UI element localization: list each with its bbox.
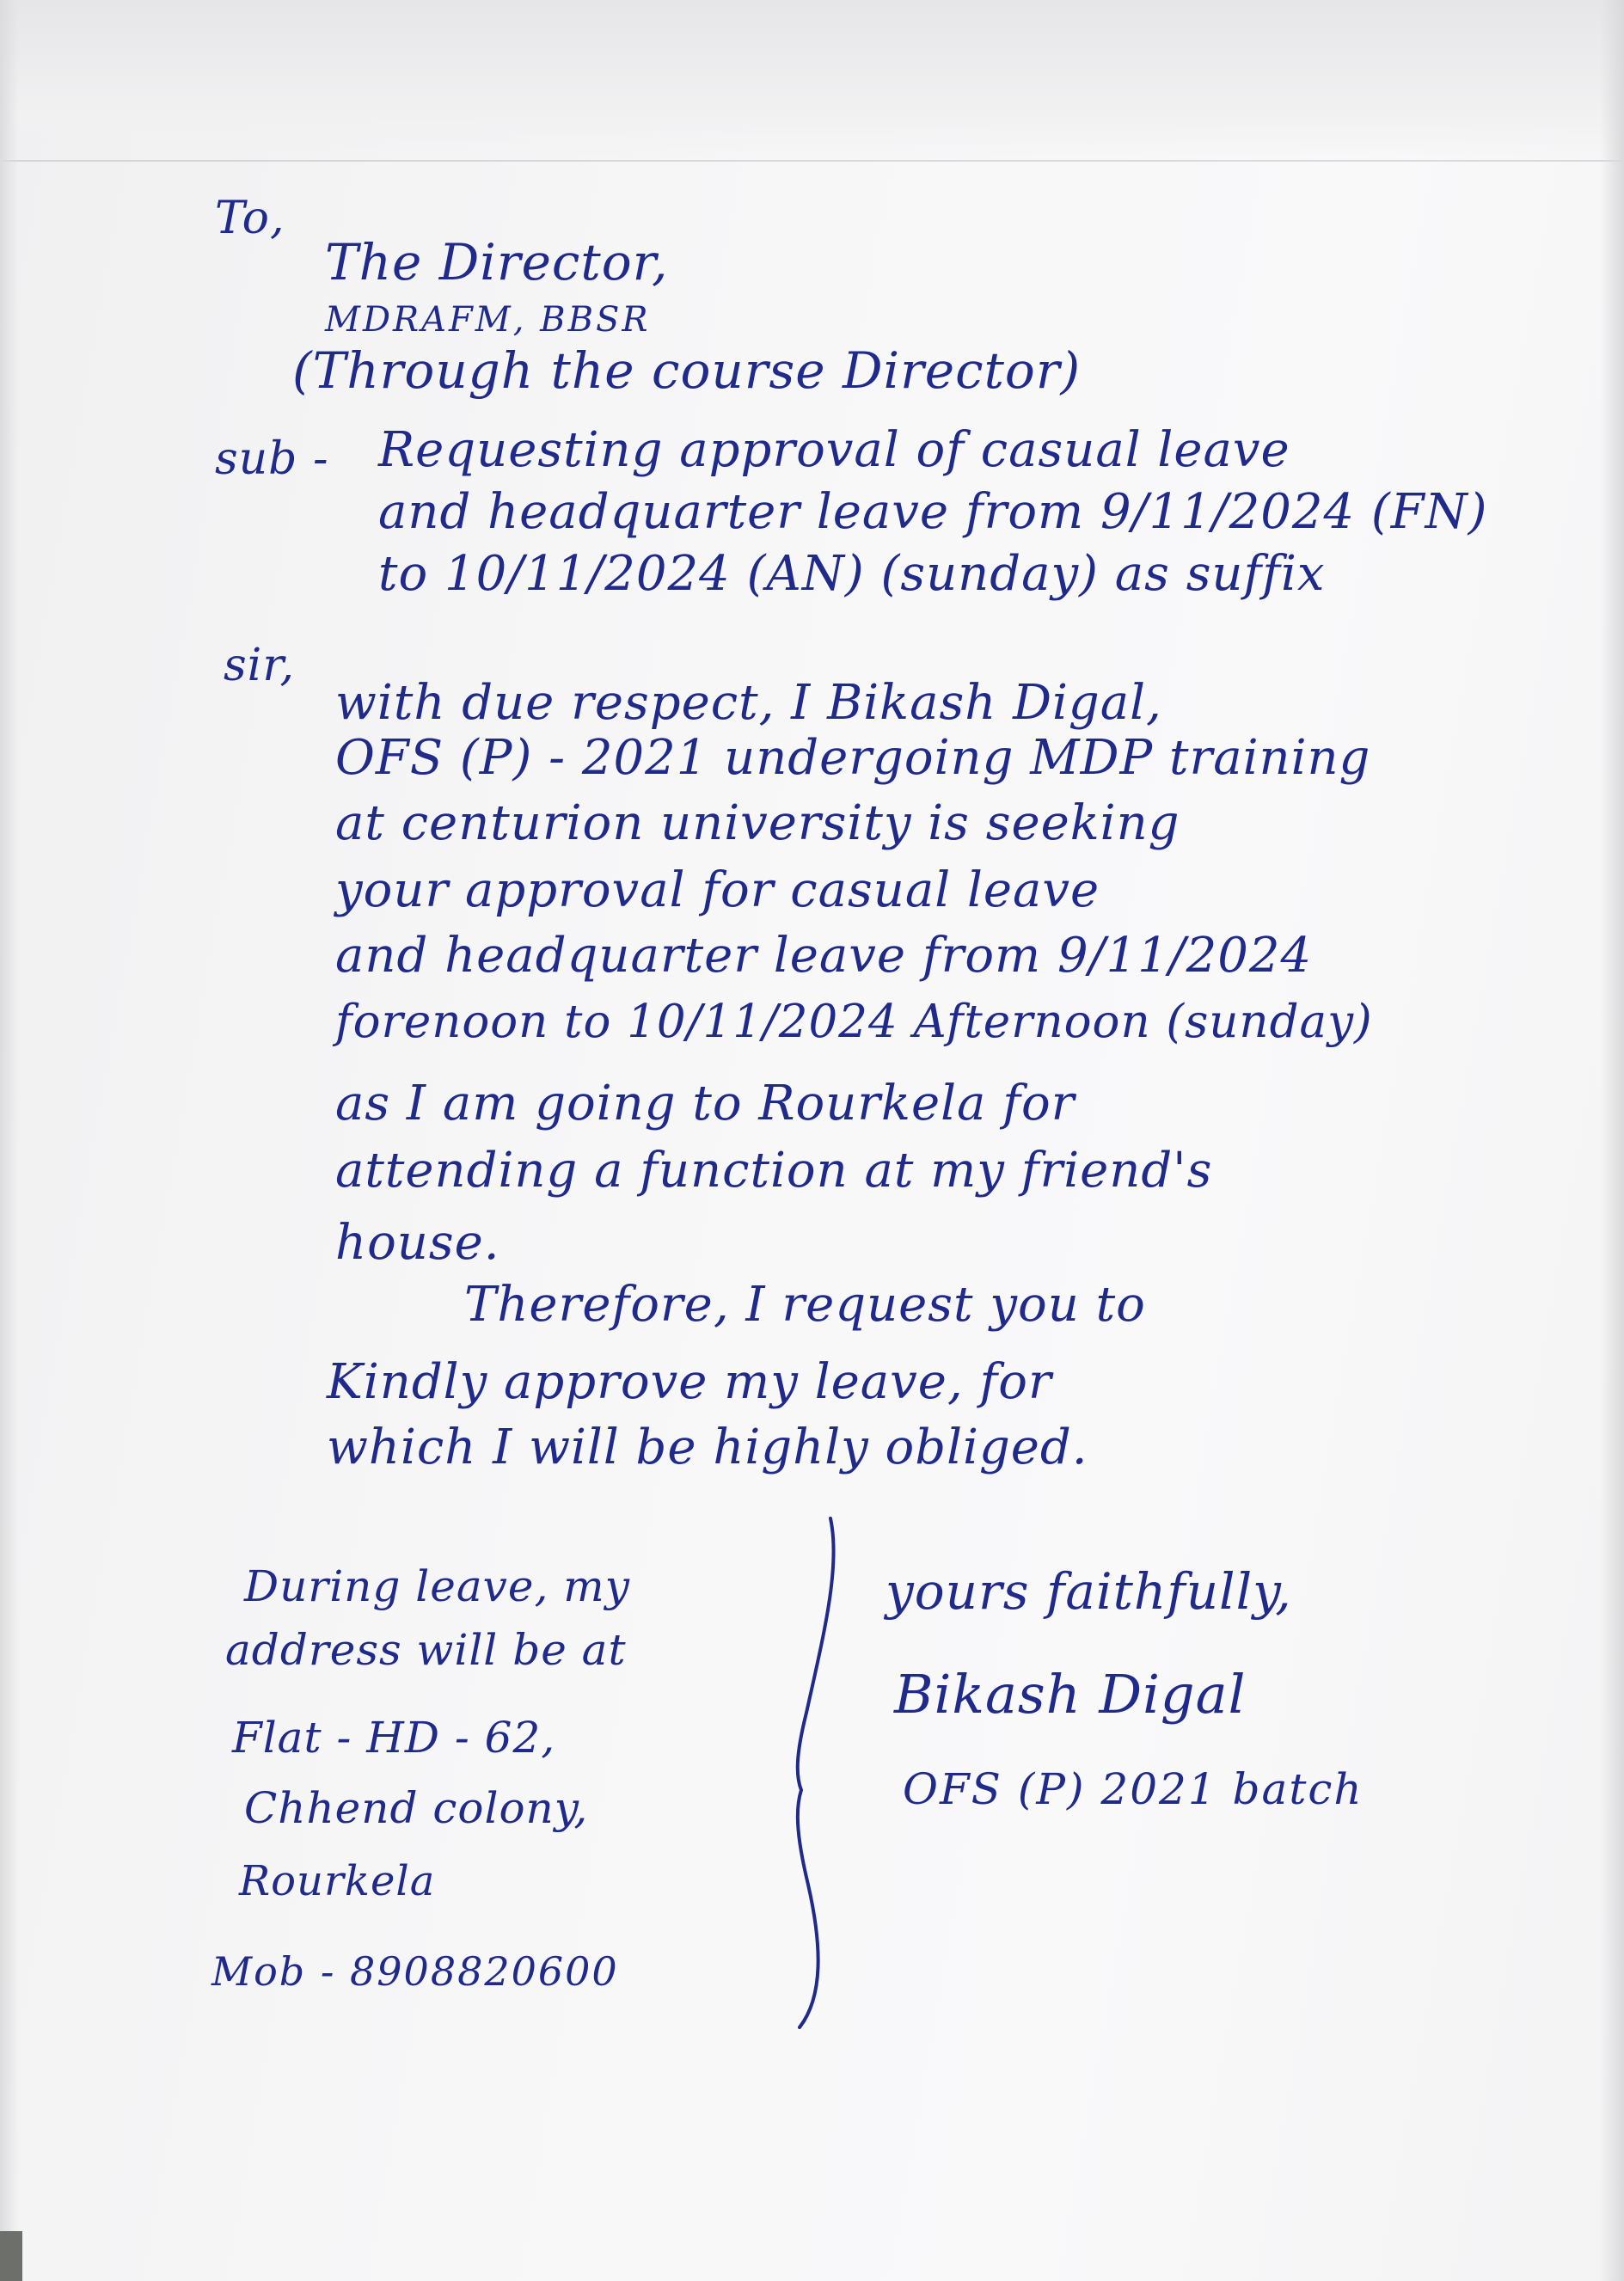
- body-line: as I am going to Rourkela for: [335, 1076, 1076, 1131]
- batch-line: OFS (P) 2021 batch: [903, 1764, 1364, 1814]
- mobile-number: Mob - 8908820600: [211, 1948, 619, 1995]
- paper-fold-line: [0, 160, 1624, 162]
- body-line: and headquarter leave from 9/11/2024: [335, 928, 1313, 984]
- through-line: (Through the course Director): [292, 341, 1082, 400]
- paper-right-edge: [1600, 0, 1624, 2281]
- signoff: yours faithfully,: [886, 1562, 1292, 1621]
- paper-fold-shadow: [0, 0, 1624, 163]
- body-line: your approval for casual leave: [335, 862, 1100, 918]
- address-line: Chhend colony,: [244, 1783, 589, 1833]
- subject-label: sub -: [215, 433, 329, 485]
- body-line: with due respect, I Bikash Digal,: [335, 675, 1162, 731]
- address-line: During leave, my: [244, 1561, 630, 1611]
- to-line: To,: [215, 193, 285, 244]
- subject-line: to 10/11/2024 (AN) (sunday) as suffix: [378, 546, 1326, 602]
- address-line: Rourkela: [239, 1857, 436, 1905]
- addressee-line: The Director,: [325, 233, 669, 291]
- closing-line: Therefore, I request you to: [464, 1277, 1146, 1333]
- subject-line: and headquarter leave from 9/11/2024 (FN): [378, 484, 1488, 540]
- brace-divider: [789, 1515, 841, 2031]
- address-line: Flat - HD - 62,: [232, 1713, 556, 1763]
- closing-line: which I will be highly obliged.: [327, 1419, 1088, 1475]
- institute-line: MDRAFM, BBSR: [325, 300, 651, 340]
- address-line: address will be at: [225, 1625, 627, 1675]
- signature-name: Bikash Digal: [894, 1663, 1247, 1726]
- body-line: attending a function at my friend's: [335, 1143, 1213, 1199]
- background-corner: [0, 2231, 22, 2281]
- subject-line: Requesting approval of casual leave: [378, 422, 1290, 478]
- paper-left-edge: [0, 0, 19, 2281]
- closing-line: Kindly approve my leave, for: [327, 1354, 1052, 1410]
- body-line: OFS (P) - 2021 undergoing MDP training: [335, 730, 1371, 786]
- body-line: at centurion university is seeking: [335, 795, 1180, 851]
- body-line: forenoon to 10/11/2024 Afternoon (sunday): [335, 996, 1373, 1048]
- salutation: sir,: [224, 640, 295, 691]
- body-line: house.: [335, 1215, 500, 1271]
